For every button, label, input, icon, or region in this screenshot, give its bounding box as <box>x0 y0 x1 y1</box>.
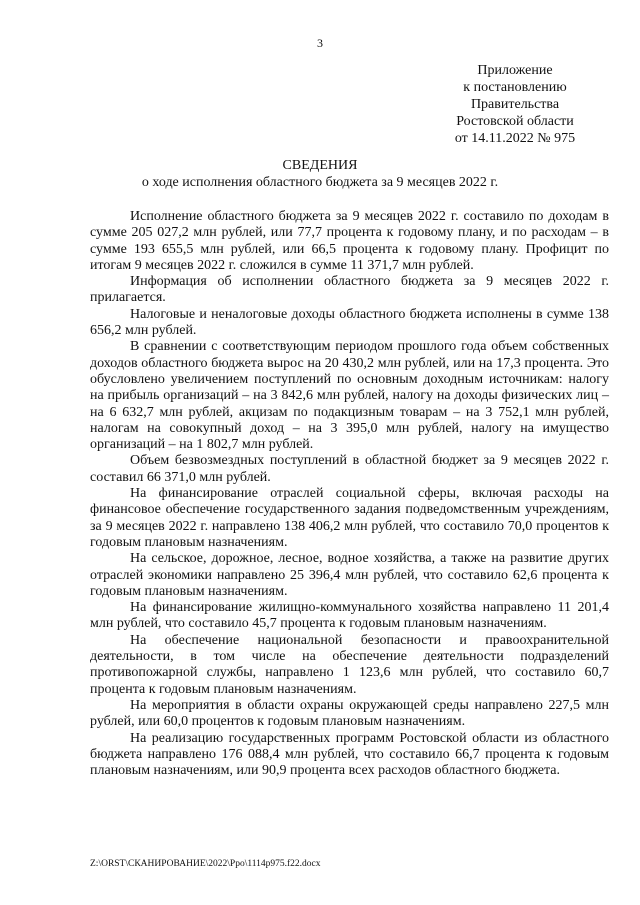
paragraph-gratuitous-receipts: Объем безвозмездных поступлений в областной бюджет за 9 месяцев 2022 г. составил 66 371,0 млн рублей. <box>90 453 609 485</box>
document-subtitle: о ходе исполнения областного бюджета за 9 месяцев 2022 г. <box>141 175 499 190</box>
paragraph-state-programs: На реализацию государственных программ Ростовской области из областного бюджета направлено 176 088,4 млн рублей, что составило 66,7 процента к годовым плановым назначениям, или 90,9 процента всех расходов областного бюджета. <box>90 730 609 779</box>
paragraph-info-attached: Информация об исполнении областного бюджета за 9 месяцев 2022 г. прилагается. <box>90 274 609 306</box>
footer-file-path: Z:\ORST\СКАНИРОВАНИЕ\2022\Ppo\1114p975.f22.docx <box>90 859 321 869</box>
paragraph-budget-execution: Исполнение областного бюджета за 9 месяцев 2022 г. составило по доходам в сумме 205 027,2 млн рублей, или 77,7 процента к годовому плану, и по расходам – в сумме 193 655,5 млн рублей, или 66,5 процента к годовому плану. Профицит по итогам 9 месяцев 2022 г. сложился в сумме 11 371,7 млн рублей. <box>90 209 609 273</box>
paragraph-economy: На сельское, дорожное, лесное, водное хозяйства, а также на развитие других отраслей экономики направлено 25 396,4 млн рублей, что составило 62,6 процента к годовым плановым назначениям. <box>90 551 609 599</box>
paragraph-housing: На финансирование жилищно-коммунального хозяйства направлено 11 201,4 млн рублей, что составило 45,7 процента к годовым плановым назначениям. <box>90 600 609 632</box>
page-number: 3 <box>317 36 323 50</box>
appendix-line: Ростовской области <box>456 114 574 129</box>
paragraph-security: На обеспечение национальной безопасности и правоохранительной деятельности, в том числе на обеспечение деятельности подразделений противопожарной службы, направлено 1 123,6 млн рублей, что составило 60,7 процента к годовым плановым назначениям. <box>90 632 609 697</box>
paragraph-revenue-growth: В сравнении с соответствующим периодом прошлого года объем собственных доходов областного бюджета вырос на 20 430,2 млн рублей, или на 17,3 процента. Это обусловлено увеличением поступлений по основным доходным источникам: налогу на прибыль организаций – на 3 842,6 млн рублей, налогу на доходы физических лиц – на 6 632,7 млн рублей, акцизам по подакцизным товарам – на 3 752,1 млн рублей, налогам на совокупный доход – на 3 395,0 млн рублей, налогу на имущество организаций – на 1 802,7 млн рублей. <box>90 339 609 453</box>
document-body <box>90 209 609 779</box>
appendix-block <box>420 62 610 147</box>
document-title: СВЕДЕНИЯ <box>282 158 358 173</box>
paragraph-social-sphere: На финансирование отраслей социальной сферы, включая расходы на финансовое обеспечение государственного задания подведомственным учреждениям, за 9 месяцев 2022 г. направлено 138 406,2 млн рублей, что составило 70,0 процентов к годовым плановым назначениям. <box>90 486 609 550</box>
paragraph-tax-revenues: Налоговые и неналоговые доходы областного бюджета исполнены в сумме 138 656,2 млн рублей. <box>90 306 609 339</box>
appendix-line: к постановлению <box>463 80 567 95</box>
appendix-line: Приложение <box>477 63 553 78</box>
paragraph-environment: На мероприятия в области охраны окружающей среды направлено 227,5 млн рублей, или 60,0 процентов к годовым плановым назначениям. <box>90 697 609 730</box>
appendix-line: Правительства <box>470 97 560 112</box>
appendix-line: от 14.11.2022 № 975 <box>454 131 576 146</box>
